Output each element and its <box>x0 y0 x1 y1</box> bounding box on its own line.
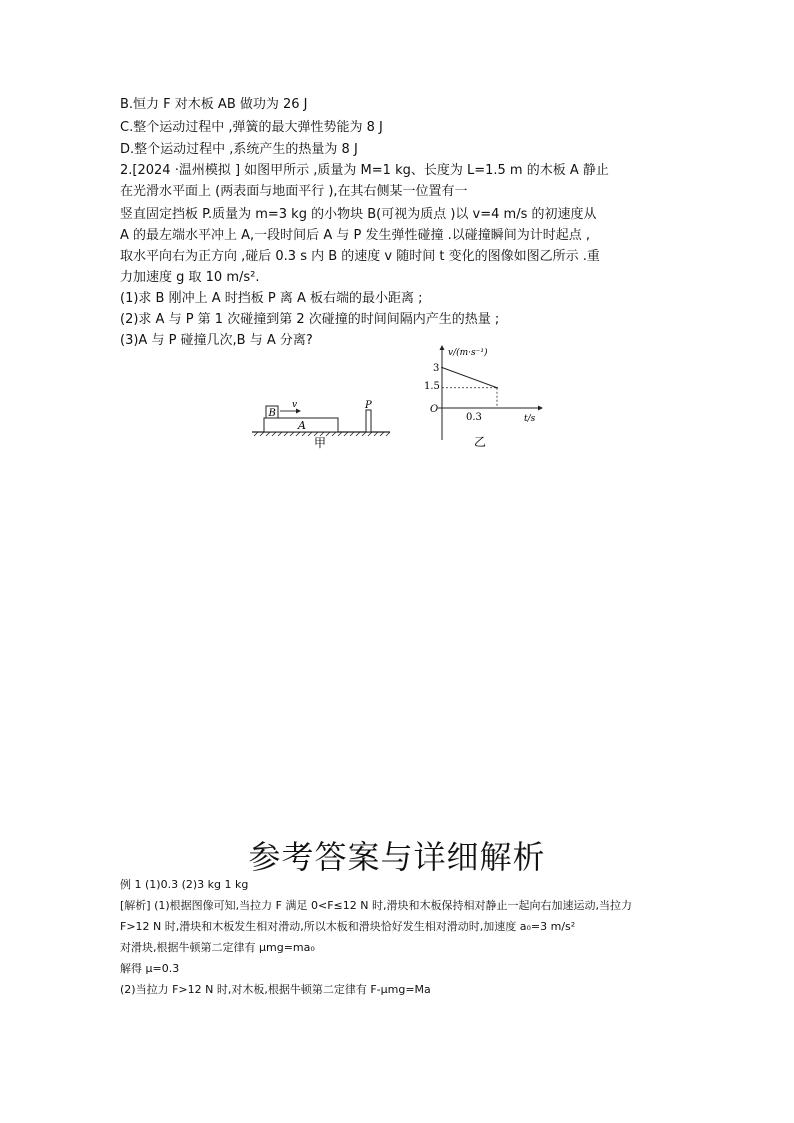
sub-question-2: (2)求 A 与 P 第 1 次碰撞到第 2 次碰撞的时间间隔内产生的热量 ; <box>120 312 500 327</box>
question2-line2: 在光滑水平面上 (两表面与地面平行 ),在其右侧某一位置有一 <box>120 184 468 199</box>
answer-example-1: 例 1 (1)0.3 (2)3 kg 1 kg <box>120 878 249 891</box>
option-c: C.整个运动过程中 ,弹簧的最大弹性势能为 8 J <box>120 120 383 135</box>
y-tick-label-1-5: 1.5 <box>424 381 440 392</box>
caption-yi: 乙 <box>474 435 487 449</box>
data-point-1 <box>496 387 498 389</box>
x-tick-label-0-3: 0.3 <box>466 412 482 423</box>
answer-heading: 参考答案与详细解析 <box>248 838 546 876</box>
label-p: P <box>365 400 372 411</box>
option-d: D.整个运动过程中 ,系统产生的热量为 8 J <box>120 142 358 157</box>
barrier-p <box>366 410 371 432</box>
x-axis-arrow <box>538 406 543 411</box>
figure-jia <box>248 396 398 452</box>
y-axis-arrow <box>440 345 445 350</box>
data-point-0 <box>441 367 443 369</box>
question2-line6: 力加速度 g 取 10 m/s². <box>120 270 260 285</box>
question2-line4: A 的最左端水平冲上 A,一段时间后 A 与 P 发生弹性碰撞 .以碰撞瞬间为计时起点 , <box>120 228 590 243</box>
question2-line3: 竖直固定挡板 P.质量为 m=3 kg 的小物块 B(可视为质点 )以 v=4 m/s 的初速度从 <box>120 207 597 222</box>
answer-analysis-line4: 解得 μ=0.3 <box>120 962 180 975</box>
option-b: B.恒力 F 对木板 AB 做功为 26 J <box>120 97 308 112</box>
label-b: B <box>268 408 276 419</box>
velocity-line <box>442 368 497 388</box>
y-tick-label-3: 3 <box>433 363 440 374</box>
origin-label: O <box>430 404 439 415</box>
label-v: v <box>292 400 298 410</box>
answer-analysis-line2: F>12 N 时,滑块和木板发生相对滑动,所以木板和滑块恰好发生相对滑动时,加速度 a₀=3 m/s² <box>120 920 576 933</box>
sub-question-3: (3)A 与 P 碰撞几次,B 与 A 分离? <box>120 333 313 348</box>
y-axis-label: v/(m·s⁻¹) <box>448 348 488 358</box>
label-a: A <box>298 419 306 432</box>
answer-analysis-line3: 对滑块,根据牛顿第二定律有 μmg=ma₀ <box>120 941 315 954</box>
question2-line1: 2.[2024 ·温州模拟 ] 如图甲所示 ,质量为 M=1 kg、长度为 L=1.5 m 的木板 A 静止 <box>120 163 609 178</box>
x-axis-label: t/s <box>524 414 536 424</box>
sub-question-1: (1)求 B 刚冲上 A 时挡板 P 离 A 板右端的最小距离 ; <box>120 291 423 306</box>
answer-analysis-line1: [解析] (1)根据图像可知,当拉力 F 满足 0<F≤12 N 时,滑块和木板保持相对静止一起向右加速运动,当拉力 <box>120 899 632 912</box>
figure-yi-chart <box>420 340 550 450</box>
question2-line5: 取水平向右为正方向 ,碰后 0.3 s 内 B 的速度 v 随时间 t 变化的图像如图乙所示 .重 <box>120 249 600 264</box>
answer-analysis-line5: (2)当拉力 F>12 N 时,对木板,根据牛顿第二定律有 F-μmg=Ma <box>120 983 431 996</box>
caption-jia: 甲 <box>314 436 327 450</box>
